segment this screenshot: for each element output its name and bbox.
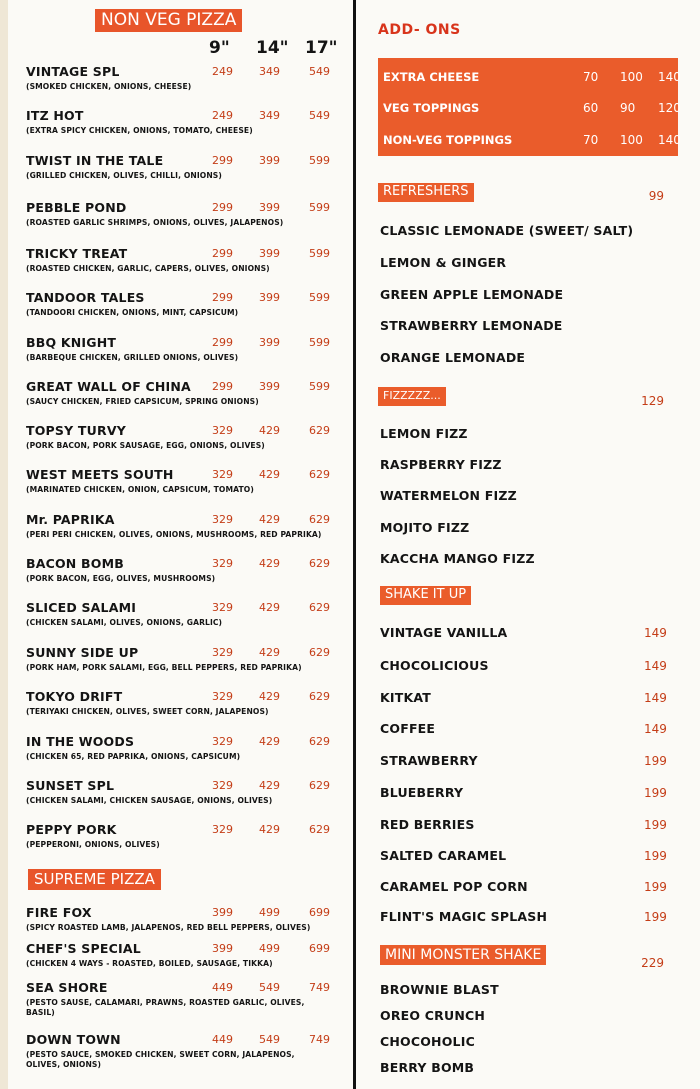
pizza-name: WEST MEETS SOUTH [26, 467, 174, 482]
pizza-item [26, 290, 346, 318]
supreme-item [26, 905, 346, 933]
pizza-item [26, 467, 346, 495]
pizza-toppings: (PESTO SAUSE, CALAMARI, PRAWNS, ROASTED GARLIC, OLIVES, BASIL) [26, 998, 305, 1018]
pizza-name: VINTAGE SPL [26, 64, 120, 79]
price-14: 429 [259, 690, 280, 703]
mini-shake-item: BROWNIE BLAST [380, 982, 499, 997]
addon-price-14: 100 [620, 133, 643, 147]
pizza-toppings: (TANDOORI CHICKEN, ONIONS, MINT, CAPSICUM) [26, 308, 239, 317]
pizza-name: PEBBLE POND [26, 200, 127, 215]
pizza-toppings: (CHICKEN 4 WAYS - ROASTED, BOILED, SAUSAGE, TIKKA) [26, 959, 273, 968]
pizza-toppings: (SAUCY CHICKEN, FRIED CAPSICUM, SPRING ONIONS) [26, 397, 259, 406]
shake-name: SALTED CARAMEL [380, 848, 507, 863]
refresher-item: ORANGE LEMONADE [380, 350, 526, 365]
addons-title: ADD- ONS [378, 22, 461, 38]
refresher-item: GREEN APPLE LEMONADE [380, 287, 564, 302]
shake-name: CARAMEL POP CORN [380, 879, 528, 894]
price-17: 599 [309, 380, 330, 393]
fizz-item: KACCHA MANGO FIZZ [380, 551, 535, 566]
price-9: 299 [212, 380, 233, 393]
pizza-item [26, 556, 346, 584]
pizza-name: BBQ KNIGHT [26, 335, 117, 350]
pizza-name: SUNSET SPL [26, 778, 115, 793]
pizza-name: TWIST IN THE TALE [26, 153, 164, 168]
pizza-toppings: (BARBEQUE CHICKEN, GRILLED ONIONS, OLIVES) [26, 353, 239, 362]
price-14: 549 [259, 1033, 280, 1046]
addon-row [383, 101, 681, 115]
shake-price: 149 [644, 659, 667, 673]
shake-price: 199 [644, 849, 667, 863]
shake-price: 149 [644, 722, 667, 736]
shake-name: RED BERRIES [380, 817, 475, 832]
fizz-item: LEMON FIZZ [380, 426, 468, 441]
price-17: 599 [309, 336, 330, 349]
price-14: 429 [259, 468, 280, 481]
price-17: 629 [309, 690, 330, 703]
drinks-column [356, 0, 700, 1089]
pizza-name: CHEF'S SPECIAL [26, 941, 141, 956]
pizza-item [26, 335, 346, 363]
shake-price: 199 [644, 754, 667, 768]
price-9: 299 [212, 247, 233, 260]
pizza-toppings: (SMOKED CHICKEN, ONIONS, CHEESE) [26, 82, 192, 91]
price-14: 549 [259, 981, 280, 994]
shake-price: 199 [644, 818, 667, 832]
size-9-header: 9" [209, 38, 230, 58]
shake-price: 149 [644, 626, 667, 640]
addon-price-9: 60 [583, 101, 599, 115]
price-14: 399 [259, 336, 280, 349]
price-17: 629 [309, 823, 330, 836]
price-9: 329 [212, 735, 233, 748]
addon-price-14: 90 [620, 101, 636, 115]
addon-name: EXTRA CHEESE [383, 70, 480, 84]
price-17: 549 [309, 65, 330, 78]
non-veg-pizza-title: NON VEG PIZZA [95, 9, 242, 32]
price-17: 599 [309, 291, 330, 304]
price-9: 449 [212, 1033, 233, 1046]
pizza-name: SEA SHORE [26, 980, 108, 995]
price-9: 329 [212, 424, 233, 437]
price-14: 399 [259, 247, 280, 260]
pizza-item [26, 153, 346, 181]
price-14: 399 [259, 201, 280, 214]
shakes-title: SHAKE IT UP [380, 586, 471, 605]
supreme-item [26, 941, 346, 969]
addons-box [378, 58, 681, 156]
price-17: 629 [309, 468, 330, 481]
price-9: 249 [212, 65, 233, 78]
price-9: 249 [212, 109, 233, 122]
price-14: 399 [259, 380, 280, 393]
pizza-toppings: (PORK BACON, PORK SAUSAGE, EGG, ONIONS, OLIVES) [26, 441, 265, 450]
pizza-toppings: (GRILLED CHICKEN, OLIVES, CHILLI, ONIONS) [26, 171, 222, 180]
price-17: 629 [309, 601, 330, 614]
pizza-name: SUNNY SIDE UP [26, 645, 139, 660]
price-9: 329 [212, 646, 233, 659]
fizz-item: WATERMELON FIZZ [380, 488, 517, 503]
fizz-price: 129 [641, 394, 664, 408]
pizza-toppings: (MARINATED CHICKEN, ONION, CAPSICUM, TOMATO) [26, 485, 254, 494]
refresher-item: CLASSIC LEMONADE (SWEET/ SALT) [380, 223, 634, 238]
pizza-item [26, 734, 346, 762]
price-17: 629 [309, 513, 330, 526]
pizza-name: TANDOOR TALES [26, 290, 145, 305]
addon-price-17: 140 [658, 70, 681, 84]
price-17: 629 [309, 779, 330, 792]
shake-name: FLINT'S MAGIC SPLASH [380, 909, 548, 924]
mini-shake-item: BERRY BOMB [380, 1060, 475, 1075]
price-17: 629 [309, 557, 330, 570]
addon-row [383, 70, 681, 84]
price-9: 299 [212, 291, 233, 304]
pizza-toppings: (SPICY ROASTED LAMB, JALAPENOS, RED BELL PEPPERS, OLIVES) [26, 923, 311, 932]
pizza-item [26, 379, 346, 407]
price-17: 599 [309, 201, 330, 214]
addon-price-14: 100 [620, 70, 643, 84]
shake-name: BLUEBERRY [380, 785, 464, 800]
price-14: 429 [259, 601, 280, 614]
mini-shake-item: CHOCOHOLIC [380, 1034, 475, 1049]
price-9: 399 [212, 942, 233, 955]
shake-name: COFFEE [380, 721, 436, 736]
pizza-item [26, 64, 346, 92]
price-9: 329 [212, 557, 233, 570]
refreshers-title: REFRESHERS [378, 183, 474, 202]
shake-name: STRAWBERRY [380, 753, 478, 768]
fizz-title: FIZZZZZ... [378, 387, 446, 406]
price-14: 429 [259, 513, 280, 526]
pizza-name: TRICKY TREAT [26, 246, 128, 261]
pizza-toppings: (PEPPERONI, ONIONS, OLIVES) [26, 840, 160, 849]
refreshers-price: 99 [648, 189, 664, 203]
price-14: 399 [259, 154, 280, 167]
pizza-item [26, 778, 346, 806]
price-17: 599 [309, 154, 330, 167]
pizza-name: SLICED SALAMI [26, 600, 137, 615]
mini-shake-item: OREO CRUNCH [380, 1008, 486, 1023]
pizza-toppings: (CHICKEN SALAMI, CHICKEN SAUSAGE, ONIONS, OLIVES) [26, 796, 273, 805]
addon-price-9: 70 [583, 70, 599, 84]
pizza-toppings: (CHICKEN 65, RED PAPRIKA, ONIONS, CAPSICUM) [26, 752, 241, 761]
shake-price: 199 [644, 880, 667, 894]
pizza-name: TOKYO DRIFT [26, 689, 123, 704]
shake-price: 199 [644, 910, 667, 924]
size-17-header: 17" [305, 38, 338, 58]
size-14-header: 14" [256, 38, 289, 58]
supreme-item [26, 980, 346, 1019]
pizza-item [26, 822, 346, 850]
pizza-toppings: (ROASTED CHICKEN, GARLIC, CAPERS, OLIVES, ONIONS) [26, 264, 270, 273]
price-14: 429 [259, 557, 280, 570]
pizza-name: TOPSY TURVY [26, 423, 126, 438]
pizza-item [26, 512, 346, 540]
fizz-item: RASPBERRY FIZZ [380, 457, 502, 472]
price-14: 429 [259, 779, 280, 792]
pizza-name: BACON BOMB [26, 556, 124, 571]
refresher-item: LEMON & GINGER [380, 255, 507, 270]
price-9: 329 [212, 823, 233, 836]
price-9: 299 [212, 336, 233, 349]
pizza-toppings: (PERI PERI CHICKEN, OLIVES, ONIONS, MUSHROOMS, RED PAPRIKA) [26, 530, 322, 539]
price-17: 749 [309, 981, 330, 994]
pizza-toppings: (PORK HAM, PORK SALAMI, EGG, BELL PEPPERS, RED PAPRIKA) [26, 663, 302, 672]
pizza-name: DOWN TOWN [26, 1032, 121, 1047]
price-17: 699 [309, 942, 330, 955]
price-14: 429 [259, 424, 280, 437]
price-9: 399 [212, 906, 233, 919]
pizza-toppings: (CHICKEN SALAMI, OLIVES, ONIONS, GARLIC) [26, 618, 223, 627]
pizza-name: PEPPY PORK [26, 822, 117, 837]
addon-price-9: 70 [583, 133, 599, 147]
supreme-pizza-title: SUPREME PIZZA [28, 869, 161, 890]
pizza-name: GREAT WALL OF CHINA [26, 379, 191, 394]
shake-name: KITKAT [380, 690, 431, 705]
price-9: 299 [212, 201, 233, 214]
pizza-toppings: (PESTO SAUCE, SMOKED CHICKEN, SWEET CORN, JALAPENOS, OLIVES, ONIONS) [26, 1050, 295, 1070]
shake-name: CHOCOLICIOUS [380, 658, 489, 673]
price-17: 629 [309, 735, 330, 748]
addon-row [383, 133, 681, 147]
addon-name: NON-VEG TOPPINGS [383, 133, 513, 147]
price-17: 699 [309, 906, 330, 919]
pizza-name: ITZ HOT [26, 108, 84, 123]
price-9: 329 [212, 779, 233, 792]
refresher-item: STRAWBERRY LEMONADE [380, 318, 563, 333]
mini-monster-title: MINI MONSTER SHAKE [380, 945, 546, 965]
addon-price-17: 120 [658, 101, 681, 115]
addon-price-17: 140 [658, 133, 681, 147]
price-9: 449 [212, 981, 233, 994]
price-17: 549 [309, 109, 330, 122]
price-14: 349 [259, 109, 280, 122]
price-14: 499 [259, 942, 280, 955]
pizza-name: IN THE WOODS [26, 734, 135, 749]
fizz-item: MOJITO FIZZ [380, 520, 470, 535]
price-14: 399 [259, 291, 280, 304]
pizza-item [26, 600, 346, 628]
pizza-toppings: (ROASTED GARLIC SHRIMPS, ONIONS, OLIVES, JALAPENOS) [26, 218, 284, 227]
pizza-toppings: (TERIYAKI CHICKEN, OLIVES, SWEET CORN, JALAPENOS) [26, 707, 269, 716]
pizza-item [26, 200, 346, 228]
price-9: 299 [212, 154, 233, 167]
shake-price: 199 [644, 786, 667, 800]
pizza-toppings: (EXTRA SPICY CHICKEN, ONIONS, TOMATO, CHEESE) [26, 126, 253, 135]
pizza-item [26, 689, 346, 717]
price-17: 629 [309, 424, 330, 437]
price-14: 429 [259, 646, 280, 659]
shake-price: 149 [644, 691, 667, 705]
price-14: 429 [259, 823, 280, 836]
price-14: 429 [259, 735, 280, 748]
pizza-item [26, 645, 346, 673]
shake-name: VINTAGE VANILLA [380, 625, 508, 640]
pizza-toppings: (PORK BACON, EGG, OLIVES, MUSHROOMS) [26, 574, 216, 583]
price-17: 749 [309, 1033, 330, 1046]
price-17: 629 [309, 646, 330, 659]
price-14: 499 [259, 906, 280, 919]
pizza-name: FIRE FOX [26, 905, 92, 920]
pizza-name: Mr. PAPRIKA [26, 512, 115, 527]
price-9: 329 [212, 468, 233, 481]
addon-name: VEG TOPPINGS [383, 101, 480, 115]
pizza-item [26, 108, 346, 136]
pizza-item [26, 423, 346, 451]
price-14: 349 [259, 65, 280, 78]
price-9: 329 [212, 513, 233, 526]
price-17: 599 [309, 247, 330, 260]
supreme-item [26, 1032, 346, 1071]
price-9: 329 [212, 601, 233, 614]
mini-monster-price: 229 [641, 956, 664, 970]
price-9: 329 [212, 690, 233, 703]
pizza-item [26, 246, 346, 274]
